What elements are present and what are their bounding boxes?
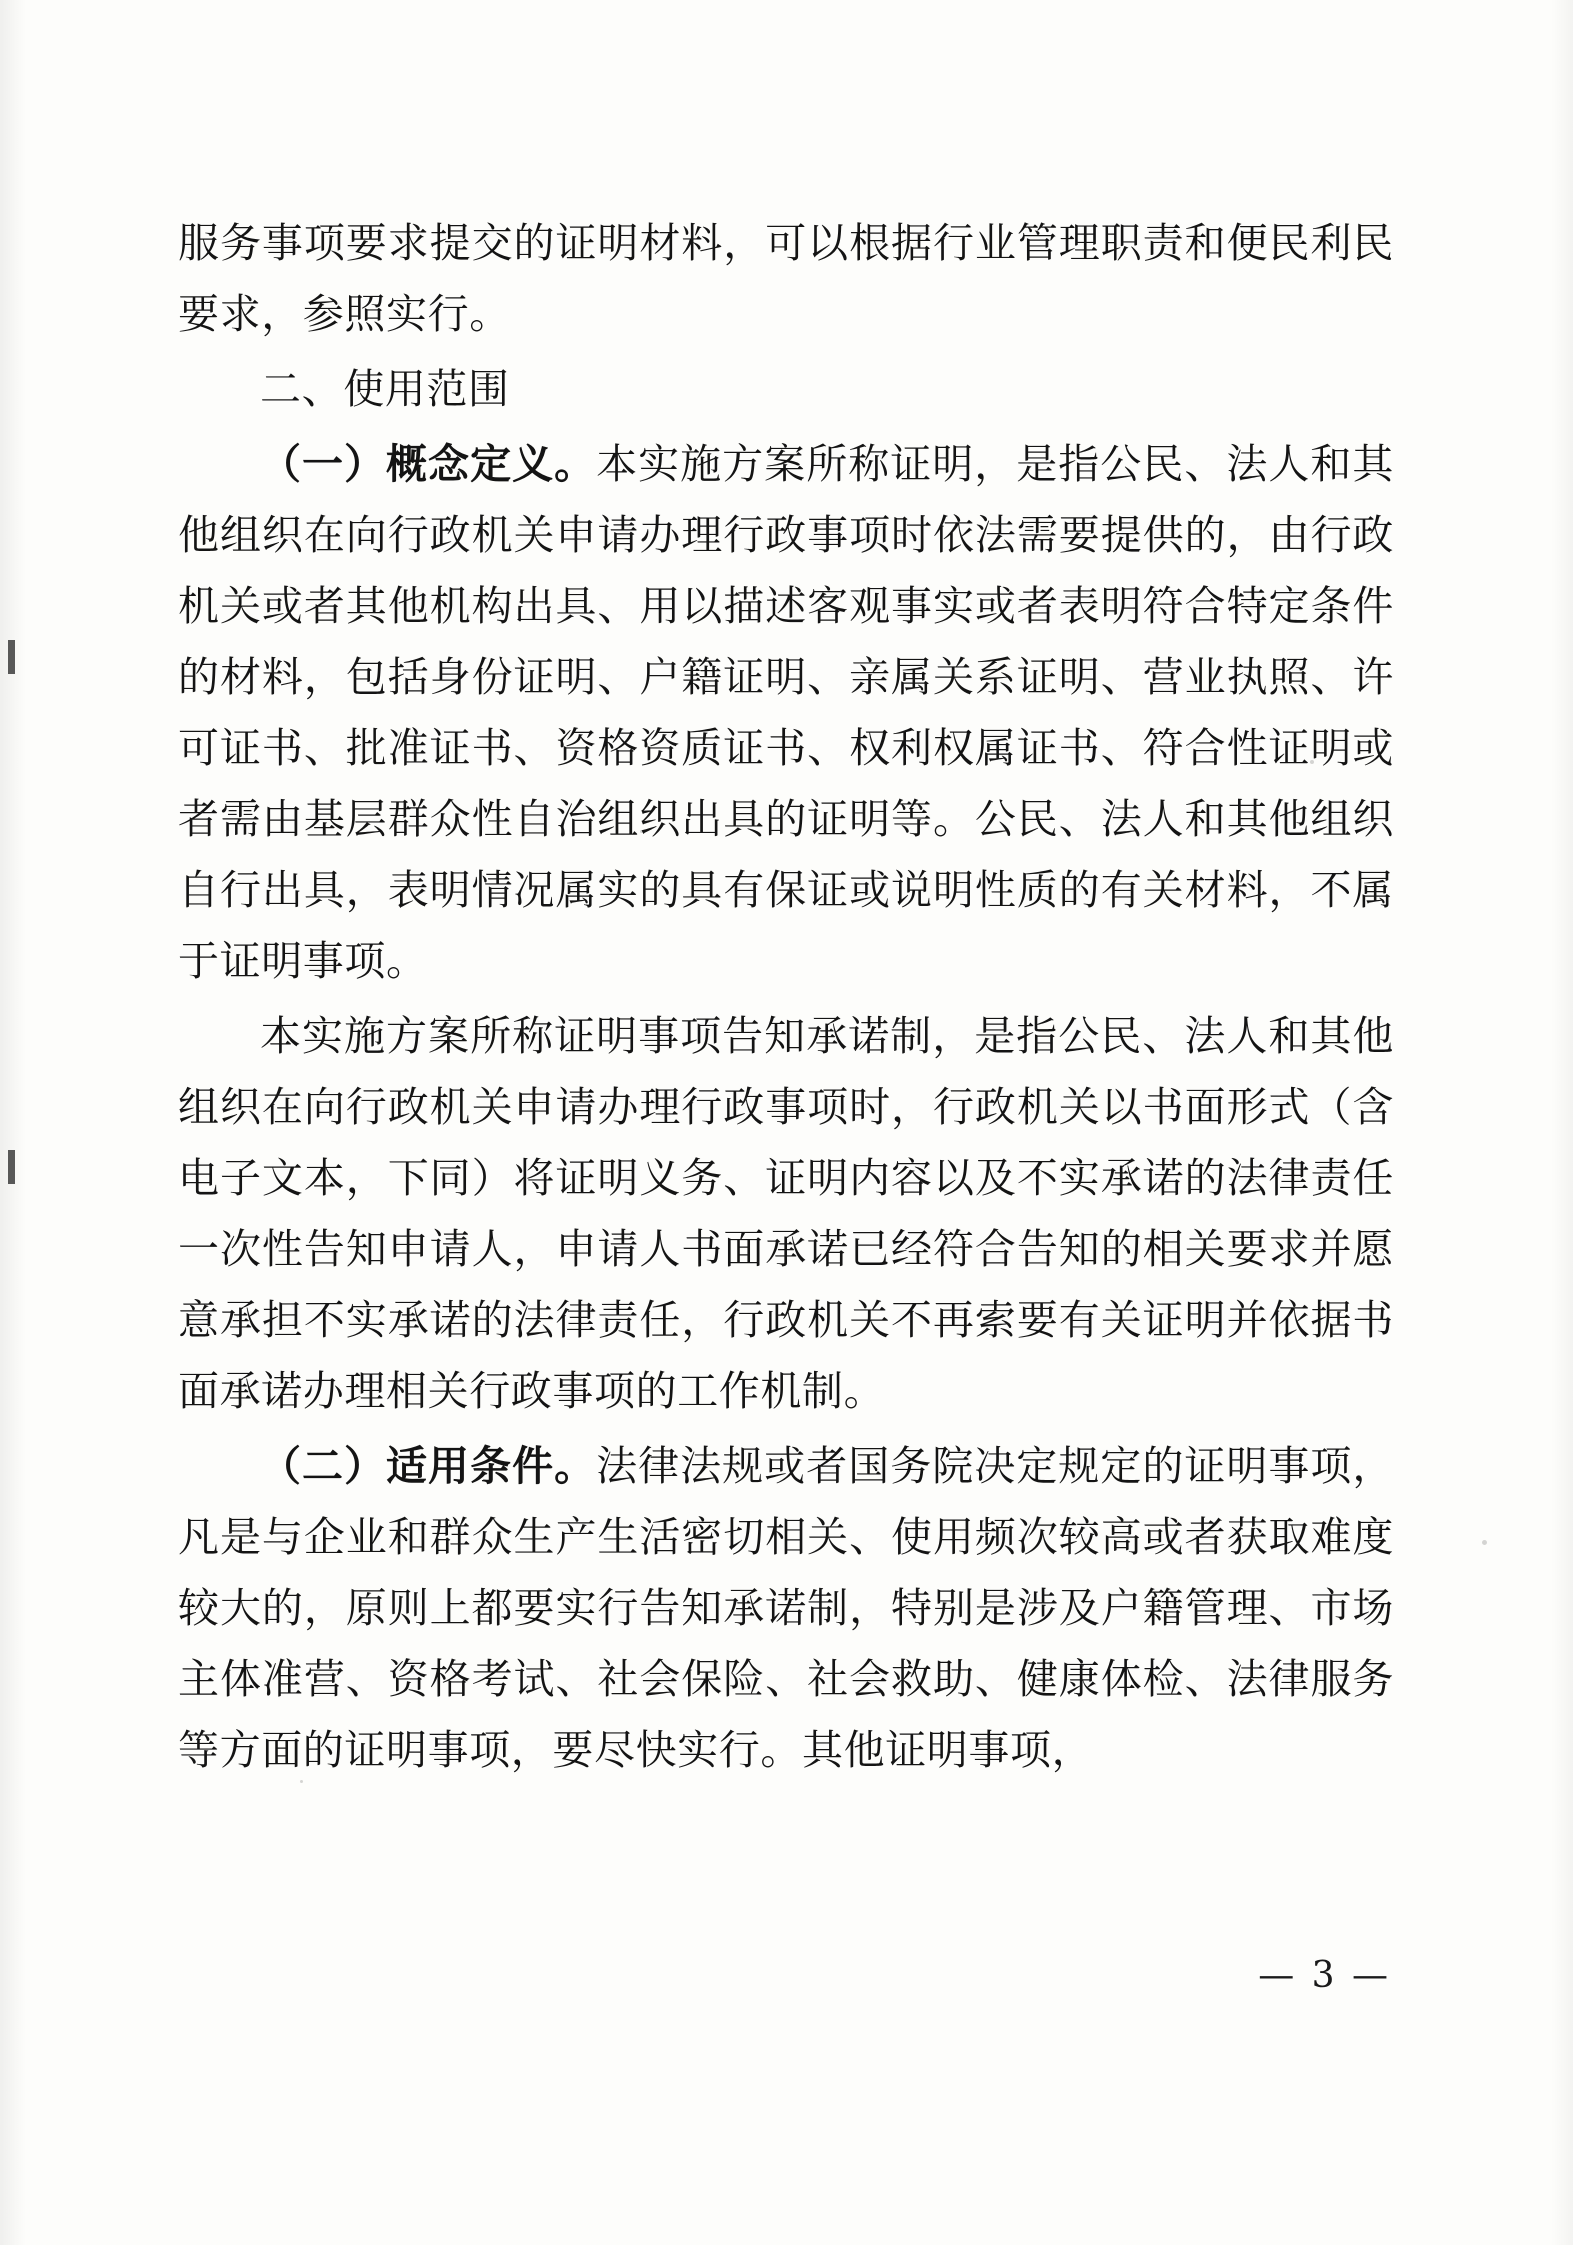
- section-heading-usage-scope: [178, 354, 1394, 425]
- document-body: [178, 208, 1394, 1790]
- paragraph-text: 服务事项要求提交的证明材料，可以根据行业管理职责和便民利民要求，参照实行。: [178, 219, 1394, 338]
- paragraph-commitment-system: [178, 1001, 1394, 1427]
- binding-mark-lower: [8, 1150, 15, 1184]
- paragraph-applicable-conditions: [178, 1431, 1394, 1786]
- paragraph-concept-definition: [178, 429, 1394, 997]
- paragraph-bold-label-concept: （一）概念定义。: [260, 440, 597, 488]
- scan-speckle: [1482, 1540, 1487, 1545]
- paragraph-text: 本实施方案所称证明事项告知承诺制，是指公民、法人和其他组织在向行政机关申请办理行政事项时，行政机关以书面形式（含电子文本，下同）将证明义务、证明内容以及不实承诺的法律责任一次性告知申请人，申请人书面承诺已经符合告知的相关要求并愿意承担不实承诺的法律责任，行政机关不再索要有关证明并依据书面承诺办理相关行政事项的工作机制。: [178, 1012, 1394, 1415]
- heading-text: 二、使用范围: [260, 365, 510, 413]
- binding-mark-upper: [8, 640, 15, 674]
- paragraph-text: 本实施方案所称证明，是指公民、法人和其他组织在向行政机关申请办理行政事项时依法需要提供的，由行政机关或者其他机构出具、用以描述客观事实或者表明符合特定条件的材料，包括身份证明、户籍证明、亲属关系证明、营业执照、许可证书、批准证书、资格资质证书、权利权属证书、符合性证明或者需由基层群众性自治组织出具的证明等。公民、法人和其他组织自行出具，表明情况属实的具有保证或说明性质的有关材料，不属于证明事项。: [178, 440, 1394, 985]
- paragraph-continued: [178, 208, 1394, 350]
- page-number: — 3 —: [1258, 1955, 1391, 1996]
- paragraph-text: 法律法规或者国务院决定规定的证明事项，凡是与企业和群众生产生活密切相关、使用频次较高或者获取难度较大的，原则上都要实行告知承诺制，特别是涉及户籍管理、市场主体准营、资格考试、社会保险、社会救助、健康体检、法律服务等方面的证明事项，要尽快实行。其他证明事项，: [178, 1442, 1394, 1774]
- paragraph-bold-label-conditions: （二）适用条件。: [260, 1442, 597, 1490]
